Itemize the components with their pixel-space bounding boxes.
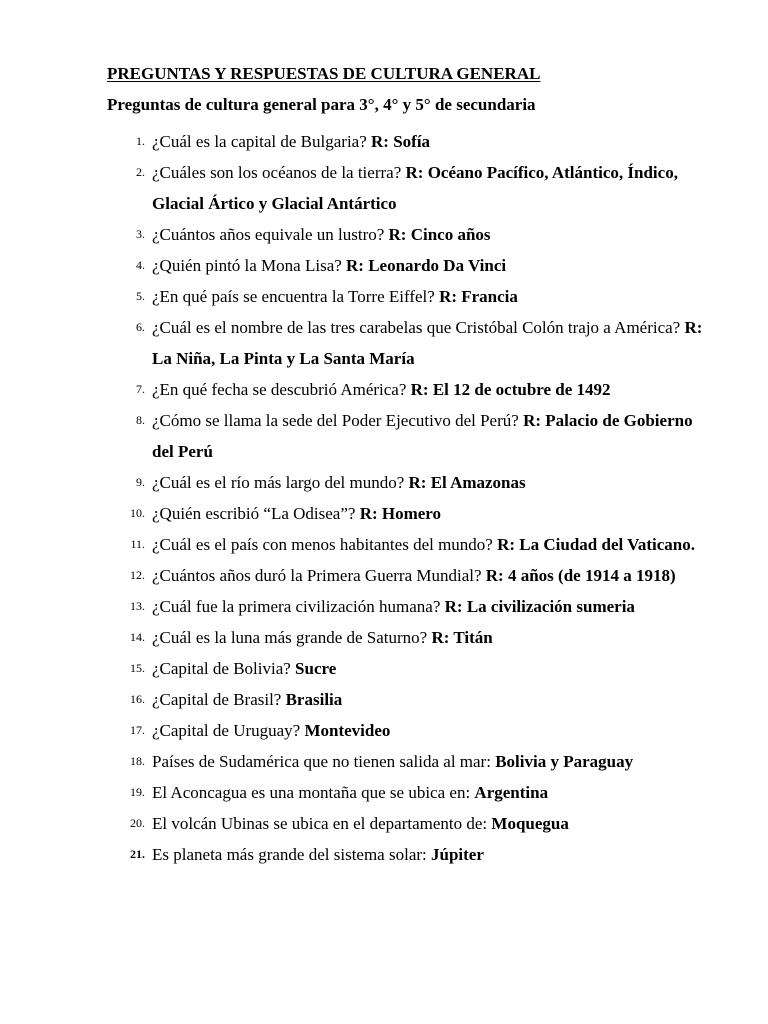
question-text: ¿Cuál fue la primera civilización humana? [152, 597, 445, 616]
list-item [0, 560, 768, 591]
answer-text: Júpiter [431, 845, 484, 864]
answer-text: R: Titán [431, 628, 493, 647]
answer-text: R: Océano Pacífico, Atlántico, Índico, Glacial Ártico y Glacial Antártico [152, 163, 678, 213]
answer-text: R: El 12 de octubre de 1492 [410, 380, 611, 399]
document-subtitle: Preguntas de cultura general para 3°, 4° y 5° de secundaria [107, 95, 536, 114]
list-item [0, 126, 768, 157]
question-text: ¿Cuál es la capital de Bulgaria? [152, 132, 372, 151]
list-item [0, 808, 768, 839]
answer-text: Montevideo [304, 721, 391, 740]
answer-text: R: Palacio de Gobierno del Perú [152, 411, 693, 461]
list-item [0, 405, 768, 467]
item-number: 14. [130, 630, 145, 644]
list-item [0, 684, 768, 715]
item-number: 8. [136, 413, 145, 427]
answer-text: Bolivia y Paraguay [495, 752, 634, 771]
item-number: 15. [130, 661, 145, 675]
question-text: ¿Capital de Bolivia? [152, 659, 296, 678]
answer-text: R: Sofía [371, 132, 431, 151]
question-text: El Aconcagua es una montaña que se ubica en: [152, 783, 475, 802]
item-number: 21. [130, 847, 145, 861]
list-item [0, 746, 768, 777]
list-item [0, 715, 768, 746]
item-number: 11. [130, 537, 145, 551]
answer-text: R: La civilización sumeria [444, 597, 635, 616]
list-item [0, 312, 768, 374]
question-text: ¿Quién escribió “La Odisea”? [152, 504, 360, 523]
item-number: 6. [136, 320, 145, 334]
question-text: ¿Capital de Uruguay? [152, 721, 305, 740]
answer-text: R: 4 años (de 1914 a 1918) [485, 566, 676, 585]
question-text: ¿Cuántos años duró la Primera Guerra Mundial? [152, 566, 486, 585]
question-text: ¿Cuál es el país con menos habitantes del mundo? [152, 535, 498, 554]
item-number: 2. [136, 165, 145, 179]
answer-text: R: La Niña, La Pinta y La Santa María [152, 318, 703, 368]
question-text: ¿Capital de Brasil? [152, 690, 286, 709]
list-item [0, 839, 768, 870]
answer-text: Argentina [474, 783, 549, 802]
item-number: 10. [130, 506, 145, 520]
item-number: 19. [130, 785, 145, 799]
list-item [0, 653, 768, 684]
question-text: Es planeta más grande del sistema solar: [152, 845, 431, 864]
item-number: 18. [130, 754, 145, 768]
list-item [0, 281, 768, 312]
item-number: 5. [136, 289, 145, 303]
answer-text: R: La Ciudad del Vaticano. [497, 535, 696, 554]
item-number: 12. [130, 568, 145, 582]
question-text: ¿Quién pintó la Mona Lisa? [152, 256, 347, 275]
item-number: 17. [130, 723, 145, 737]
item-number: 7. [136, 382, 145, 396]
question-text: ¿Cómo se llama la sede del Poder Ejecutivo del Perú? [152, 411, 524, 430]
question-text: El volcán Ubinas se ubica en el departamento de: [152, 814, 492, 833]
document-title: PREGUNTAS Y RESPUESTAS DE CULTURA GENERAL [107, 64, 541, 83]
list-item [0, 498, 768, 529]
list-item [0, 157, 768, 219]
item-number: 9. [136, 475, 145, 489]
list-item [0, 622, 768, 653]
answer-text: Brasilia [285, 690, 343, 709]
list-item [0, 374, 768, 405]
answer-text: R: Leonardo Da Vinci [346, 256, 507, 275]
question-text: ¿En qué país se encuentra la Torre Eiffel? [152, 287, 440, 306]
item-number: 4. [136, 258, 145, 272]
answer-text: Sucre [295, 659, 337, 678]
item-number: 13. [130, 599, 145, 613]
list-item [0, 591, 768, 622]
question-text: Países de Sudamérica que no tienen salida al mar: [152, 752, 496, 771]
answer-text: R: Homero [359, 504, 442, 523]
answer-text: R: El Amazonas [408, 473, 526, 492]
list-item [0, 250, 768, 281]
question-text: ¿Cuáles son los océanos de la tierra? [152, 163, 406, 182]
list-item [0, 219, 768, 250]
question-text: ¿Cuál es la luna más grande de Saturno? [152, 628, 432, 647]
question-text: ¿En qué fecha se descubrió América? [152, 380, 411, 399]
question-text: ¿Cuántos años equivale un lustro? [152, 225, 389, 244]
list-item [0, 529, 768, 560]
answer-text: Moquegua [491, 814, 569, 833]
question-text: ¿Cuál es el nombre de las tres carabelas que Cristóbal Colón trajo a América? [152, 318, 685, 337]
answer-text: R: Cinco años [388, 225, 491, 244]
answer-text: R: Francia [439, 287, 518, 306]
list-item [0, 467, 768, 498]
item-number: 1. [136, 134, 145, 148]
item-number: 20. [130, 816, 145, 830]
item-number: 16. [130, 692, 145, 706]
list-item [0, 777, 768, 808]
question-list [0, 126, 768, 870]
item-number: 3. [136, 227, 145, 241]
question-text: ¿Cuál es el río más largo del mundo? [152, 473, 409, 492]
